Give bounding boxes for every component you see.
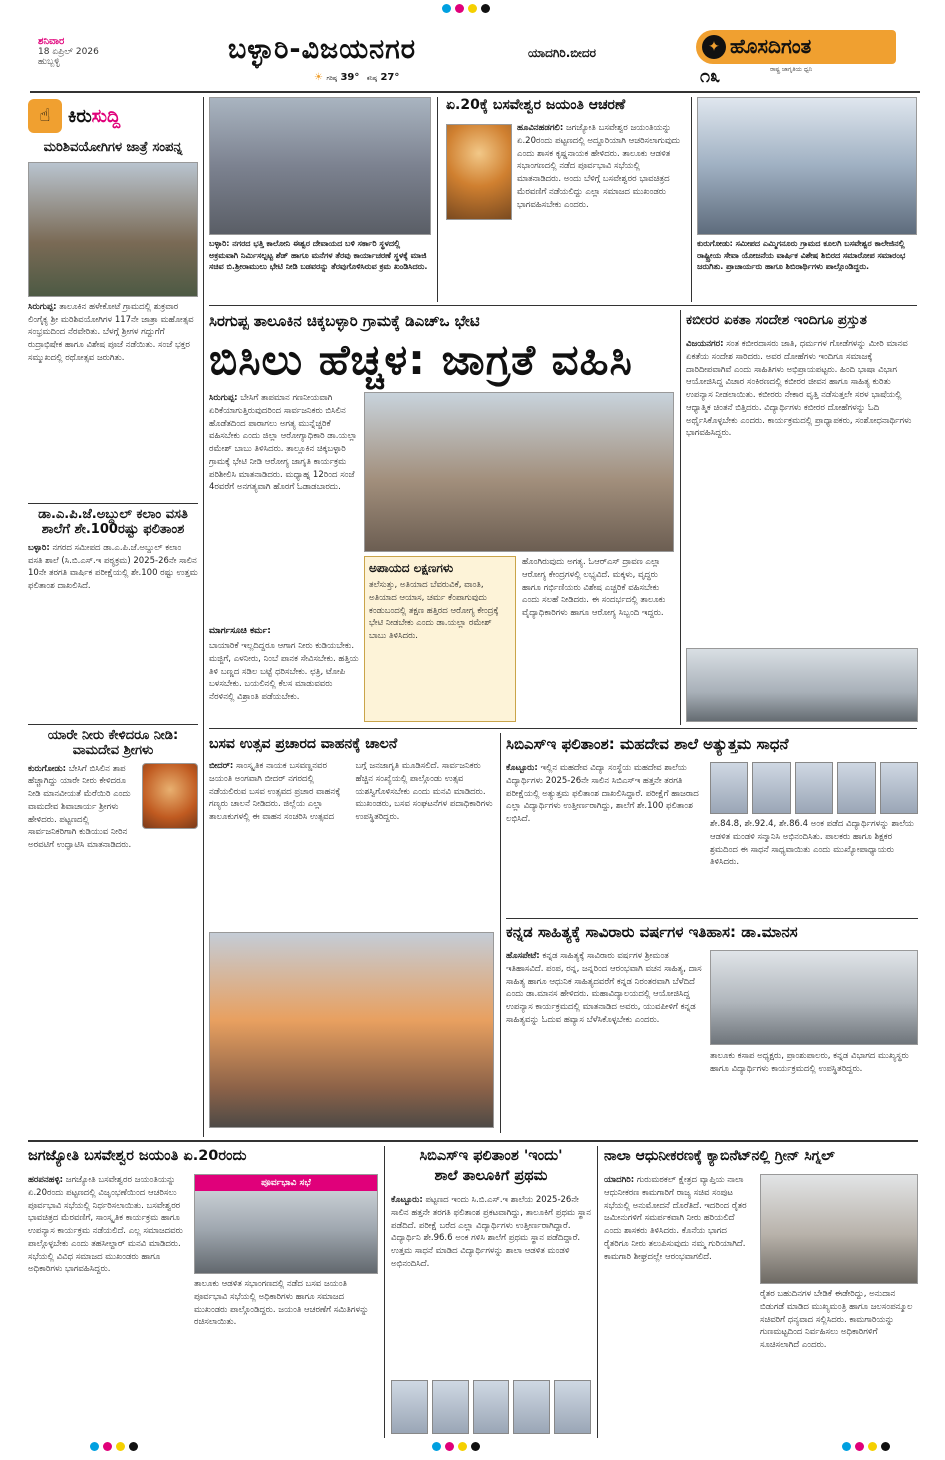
bottom-right-text: ಗುರುಮಠಕಲ್ ಕ್ಷೇತ್ರದ ವ್ಯಾಪ್ತಿಯ ನಾಲಾ ಆಧುನೀಕರಣ ಕಾಮಗಾರಿಗೆ ರಾಜ್ಯ ಸಚಿವ ಸಂಪುಟ ಸಭೆಯಲ್ಲಿ ಅನುಮೋದನೆ ದೊರೆತಿದೆ. ಇದರಿಂದ ರೈತರ ಜಮೀನುಗಳಿಗೆ ಸಮರ್ಪಕವಾಗಿ ನೀರು ಹರಿಯಲಿದೆ ಎಂದು ಶಾಸಕರು ತಿಳಿಸಿದರು. ಕೊನೆಯ ಭಾಗದ ರೈತರಿಗೂ ನೀರು ತಲುಪಿಸುವುದು ನಮ್ಮ ಗುರಿಯಾಗಿದೆ. ಕಾಮಗಾರಿ ಶೀಘ್ರದಲ್ಲೇ ಆರಂಭವಾಗಲಿದೆ. [604, 1175, 747, 1262]
col-rule-7 [597, 1146, 598, 1438]
header-subdistricts: ಯಾದಗಿರಿ.ಬೀದರ [528, 46, 596, 60]
basava-utsava-text: ಸಾಂಸ್ಕೃತಿಕ ನಾಯಕ ಬಸವಣ್ಣನವರ ಜಯಂತಿ ಅಂಗವಾಗಿ ಬೀದರ್ ನಗರದಲ್ಲಿ ನಡೆಯಲಿರುವ ಬಸವ ಉತ್ಸವದ ಪ್ರಚಾರ ವಾಹನಕ್ಕೆ ಗಣ್ಯರು ಚಾಲನೆ ನೀಡಿದರು. ಜಿಲ್ಲೆಯ ಎಲ್ಲಾ ತಾಲೂಕುಗಳಲ್ಲಿ ಈ ವಾಹನ ಸಂಚರಿಸಿ ಉತ್ಸವದ ಬಗ್ಗೆ ಜನಜಾಗೃತಿ ಮೂಡಿಸಲಿದೆ. ಸಾರ್ವಜನಿಕರು ಹೆಚ್ಚಿನ ಸಂಖ್ಯೆಯಲ್ಲಿ ಪಾಲ್ಗೊಂಡು ಉತ್ಸವ ಯಶಸ್ವಿಗೊಳಿಸಬೇಕು ಎಂದು ಮನವಿ ಮಾಡಿದರು. ಮುಖಂಡರು, ಬಸವ ಸಂಘಟನೆಗಳ ಪದಾಧಿಕಾರಿಗಳು ಉಪಸ್ಥಿತರಿದ್ದರು. [209, 761, 493, 822]
kirusuddi-3-text: ಬೇಸಿಗೆ ಬಿಸಿಲಿನ ತಾಪ ಹೆಚ್ಚಾಗಿದ್ದು ಯಾರೇ ನೀರು ಕೇಳಿದರೂ ನೀಡಿ ಮಾನವೀಯತೆ ಮೆರೆಯಿರಿ ಎಂದು ವಾಮದೇವ ಶಿವಾಚಾರ್ಯ ಶ್ರೀಗಳು ಹೇಳಿದರು. ಪಟ್ಟಣದಲ್ಲಿ ಸಾರ್ವಜನಿಕರಿಗಾಗಿ ಕುಡಿಯುವ ನೀರಿನ ಅರವಟಿಗೆ ಉದ್ಘಾಟಿಸಿ ಮಾತನಾಡಿದರು. [28, 763, 132, 851]
reg-mark-bottom-left [88, 1442, 140, 1451]
kirusuddi-part1: ಕಿರು [68, 105, 92, 127]
kirusuddi-label [28, 97, 198, 135]
kannada-sahitya-dateline: ಹೊಸಪೇಟೆ: [506, 951, 540, 961]
basaveshwara-headline: ಏ.20ಕ್ಕೆ ಬಸವೇಶ್ವರ ಜಯಂತಿ ಆಚರಣೆ [446, 97, 626, 113]
cbse-mahadeva-body [506, 762, 706, 912]
header-rule [30, 91, 920, 93]
brand-name: ಹೊಸದಿಗಂತ [730, 34, 812, 58]
basava-utsava-headline: ಬಸವ ಉತ್ಸವ ಪ್ರಚಾರದ ವಾಹನಕ್ಕೆ ಚಾಲನೆ [209, 736, 398, 752]
demolition-photo [209, 97, 431, 235]
cbse-mahadeva-body2: ಶೇ.84.8, ಶೇ.92.4, ಶೇ.86.4 ಅಂಕ ಪಡೆದ ವಿದ್ಯಾರ್ಥಿಗಳನ್ನು ಶಾಲೆಯ ಆಡಳಿತ ಮಂಡಳಿ ಸನ್ಮಾನಿಸಿ ಅಭಿನಂದಿಸಿತು. ಪಾಲಕರು ಹಾಗೂ ಶಿಕ್ಷಕರ ಶ್ರಮದಿಂದ ಈ ಸಾಧನೆ ಸಾಧ್ಯವಾಯಿತು ಎಂದು ಮುಖ್ಯೋಪಾಧ್ಯಾಯರು ತಿಳಿಸಿದರು. [710, 819, 914, 868]
header-date: 18 ಏಪ್ರಿಲ್ 2026 [38, 47, 99, 57]
kirusuddi-3-headline: ಯಾರೇ ನೀರು ಕೇಳಿದರೂ ನೀಡಿ: ವಾಮದೇವ ಶ್ರೀಗಳು [47, 727, 179, 758]
nss-camp-caption: ಕುರುಗೋಡು: ಸಮೀಪದ ಎಮ್ಮಿಗನೂರು ಗ್ರಾಮದ ಕೂಲಗಿ ಬಸವೇಶ್ವರ ಕಾಲೇಜಿನಲ್ಲಿ ರಾಷ್ಟ್ರೀಯ ಸೇವಾ ಯೋಜನೆಯ ವಾರ್ಷಿಕ ವಿಶೇಷ ಶಿಬಿರದ ಸಮಾರೋಪ ಸಮಾರಂಭ ಜರುಗಿತು. ಪ್ರಾಚಾರ್ಯರು ಹಾಗೂ ಶಿಬಿರಾರ್ಥಿಗಳು ಪಾಲ್ಗೊಂಡಿದ್ದರು. [697, 239, 906, 272]
kannada-sahitya-headline: ಕನ್ನಡ ಸಾಹಿತ್ಯಕ್ಕೆ ಸಾವಿರಾರು ವರ್ಷಗಳ ಇತಿಹಾಸ: ಡಾ.ಮಾನಸ [506, 923, 798, 941]
kabir-text: ಸಂತ ಕಬೀರದಾಸರು ಜಾತಿ, ಧರ್ಮಗಳ ಗೋಡೆಗಳನ್ನು ಮೀರಿ ಮಾನವ ಏಕತೆಯ ಸಂದೇಶ ಸಾರಿದರು. ಅವರ ದೋಹೆಗಳು ಇಂದಿಗೂ ಸಮಾಜಕ್ಕೆ ದಾರಿದೀಪವಾಗಿವೆ ಎಂದು ಸಾಹಿತಿಗಳು ಅಭಿಪ್ರಾಯಪಟ್ಟರು. ಹಿಂದಿ ಭಾಷಾ ವಿಭಾಗ ಆಯೋಜಿಸಿದ್ದ ವಿಚಾರ ಸಂಕಿರಣದಲ್ಲಿ ಕಬೀರರ ಜೀವನ ಹಾಗೂ ಸಾಹಿತ್ಯ ಕುರಿತು ಉಪನ್ಯಾಸ ನೀಡಲಾಯಿತು. ಕಬೀರರು ನೇಕಾರ ವೃತ್ತಿ ನಡೆಸುತ್ತಲೇ ಸರಳ ಭಾಷೆಯಲ್ಲಿ ಆಧ್ಯಾತ್ಮಿಕ ಚಿಂತನೆ ಬಿತ್ತಿದರು. ವಿದ್ಯಾರ್ಥಿಗಳು ಕಬೀರರ ದೋಹೆಗಳನ್ನು ಓದಿ ಅರ್ಥೈಸಿಕೊಳ್ಳಬೇಕು ಎಂದರು. ಕಾರ್ಯಕ್ರಮದಲ್ಲಿ ಪ್ರಾಧ್ಯಾಪಕರು, ಸಂಶೋಧನಾರ್ಥಿಗಳು ಭಾಗವಹಿಸಿದ್ದರು. [686, 339, 912, 439]
header-title: ಬಳ್ಳಾರಿ-ವಿಜಯನಗರ [228, 34, 417, 65]
kirusuddi-3-dateline: ಕುರುಗೋಡು: [28, 763, 67, 774]
lamp-icon: ✦ [702, 35, 726, 59]
row-rule-2 [209, 728, 917, 729]
demolition-caption: ಬಳ್ಳಾರಿ: ನಗರದ ಭತ್ತಿ ಕಾಲೋನಿ ಈಶ್ವರ ದೇವಾಯದ ಬಳಿ ಸರ್ಕಾರಿ ಸ್ಥಳದಲ್ಲಿ ಅಕ್ರಮವಾಗಿ ನಿರ್ಮಿಸಲ್ಪಟ್ಟ ಶೆಡ್ ಹಾಗೂ ಮನೆಗಳ ತೆರವು ಕಾರ್ಯಾಚರಣೆ ಸ್ಥಳಕ್ಕೆ ಮಾಜಿ ಸಚಿವ ಬಿ.ಶ್ರೀರಾಮುಲು ಭೇಟಿ ನೀಡಿ ಬಡವರನ್ನು ತೆರವುಗೊಳಿಸಿರುವ ಕ್ರಮ ಖಂಡಿಸಿದರು. [209, 239, 428, 272]
cbse-mahadeva-text: ಇಲ್ಲಿನ ಮಹದೇವ ವಿದ್ಯಾ ಸಂಸ್ಥೆಯ ಮಹದೇವ ಶಾಲೆಯ ವಿದ್ಯಾರ್ಥಿಗಳು 2025-26ನೇ ಸಾಲಿನ ಸಿಬಿಎಸ್‌ಇ ಹತ್ತನೇ ತರಗತಿ ಪರೀಕ್ಷೆಯಲ್ಲಿ ಅತ್ಯುತ್ತಮ ಫಲಿತಾಂಶ ದಾಖಲಿಸಿದ್ದಾರೆ. ಪರೀಕ್ಷೆಗೆ ಹಾಜರಾದ ಎಲ್ಲಾ ವಿದ್ಯಾರ್ಥಿಗಳು ಉತ್ತೀರ್ಣರಾಗಿದ್ದು, ಶಾಲೆಗೆ ಶೇ.100 ಫಲಿತಾಂಶ ಲಭಿಸಿದೆ. [506, 763, 699, 824]
kabir-headline: ಕಬೀರರ ಏಕತಾ ಸಂದೇಶ ಇಂದಿಗೂ ಪ್ರಸ್ತುತ [686, 312, 867, 328]
row-rule-3 [506, 918, 918, 919]
cbse-mahadeva-dateline: ಕೊಟ್ಟೂರು: [506, 763, 538, 773]
kirusuddi-part2: ಸುದ್ದಿ [91, 105, 121, 127]
main-headline: ಬಿಸಿಲು ಹೆಚ್ಚಳ: ಜಾಗ್ರತೆ ವಹಿಸಿ [209, 335, 633, 384]
col-rule-2 [437, 97, 438, 302]
kabir-dateline: ವಿಜಯನಗರ: [686, 339, 724, 349]
main-text: ಬೇಸಿಗೆ ತಾಪಮಾನ ಗಣನೀಯವಾಗಿ ಏರಿಕೆಯಾಗುತ್ತಿರುವುದರಿಂದ ಸಾರ್ವಜನಿಕರು ಬಿಸಿಲಿನ ಹೊಡೆತದಿಂದ ಪಾರಾಗಲು ಅಗತ್ಯ ಮುನ್ನೆಚ್ಚರಿಕೆ ವಹಿಸಬೇಕು ಎಂದು ಜಿಲ್ಲಾ ಆರೋಗ್ಯಾಧಿಕಾರಿ ಡಾ.ಯಲ್ಲಾ ರಮೇಶ್ ಬಾಬು ತಿಳಿಸಿದರು. ತಾಲ್ಲೂಕಿನ ಚಿಕ್ಕಬಳ್ಳಾರಿ ಗ್ರಾಮಕ್ಕೆ ಭೇಟಿ ನೀಡಿ ಆರೋಗ್ಯ ಜಾಗೃತಿ ಕಾರ್ಯಕ್ರಮ ಪರಿಶೀಲಿಸಿ ಮಾತನಾಡಿದರು. ಮಧ್ಯಾಹ್ನ 12ರಿಂದ ಸಂಜೆ 4ರವರೆಗೆ ಅನಗತ್ಯವಾಗಿ ಹೊರಗೆ ಓಡಾಡಬಾರದು. [209, 393, 358, 493]
basava-utsava-dateline: ಬೀದರ್: [209, 761, 234, 771]
header-date-block [38, 36, 148, 67]
cabinet-photo [760, 1174, 918, 1284]
kannada-sahitya-text: ಕನ್ನಡ ಸಾಹಿತ್ಯಕ್ಕೆ ಸಾವಿರಾರು ವರ್ಷಗಳ ಶ್ರೀಮಂತ ಇತಿಹಾಸವಿದೆ. ಪಂಪ, ರನ್ನ, ಜನ್ನರಿಂದ ಆರಂಭವಾಗಿ ವಚನ ಸಾಹಿತ್ಯ, ದಾಸ ಸಾಹಿತ್ಯ ಹಾಗೂ ಆಧುನಿಕ ಸಾಹಿತ್ಯದವರೆಗೆ ಕನ್ನಡ ನಿರಂತರವಾಗಿ ಬೆಳೆದಿದೆ ಎಂದು ಡಾ.ಮಾನಸ ಹೇಳಿದರು. ಮಹಾವಿದ್ಯಾಲಯದಲ್ಲಿ ಆಯೋಜಿಸಿದ್ದ ಉಪನ್ಯಾಸ ಕಾರ್ಯಕ್ರಮದಲ್ಲಿ ಮಾತನಾಡಿದ ಅವರು, ಯುವಪೀಳಿಗೆ ಕನ್ನಡ ಸಾಹಿತ್ಯವನ್ನು ಓದುವ ಹವ್ಯಾಸ ಬೆಳೆಸಿಕೊಳ್ಳಬೇಕು ಎಂದರು. [506, 951, 702, 1025]
kirusuddi-divider-2 [28, 724, 198, 725]
topper-photo [710, 762, 748, 814]
main-dateline: ಸಿರುಗುಪ್ಪ: [209, 393, 238, 403]
bottom-right-dateline: ಯಾದಗಿರಿ: [604, 1175, 635, 1185]
danger-box-title: ಅಪಾಯದ ಲಕ್ಷಣಗಳು [369, 561, 454, 575]
bottom-left-caption: ತಾಲೂಕು ಆಡಳಿತ ಸಭಾಂಗಣದಲ್ಲಿ ನಡೆದ ಬಸವ ಜಯಂತಿ ಪೂರ್ವಭಾವಿ ಸಭೆಯಲ್ಲಿ ಅಧಿಕಾರಿಗಳು ಹಾಗೂ ಸಮಾಜದ ಮುಖಂಡರು ಪಾಲ್ಗೊಂಡಿದ್ದರು. ಜಯಂತಿ ಆಚರಣೆಗೆ ಸಮಿತಿಗಳನ್ನು ರಚಿಸಲಾಯಿತು. [194, 1279, 369, 1328]
reg-mark-bottom-right [840, 1442, 892, 1451]
topper-photo [473, 1380, 510, 1434]
topper-photo [752, 762, 790, 814]
bottom-right-body2: ರೈತರ ಬಹುದಿನಗಳ ಬೇಡಿಕೆ ಈಡೇರಿದ್ದು, ಅನುದಾನ ಬಿಡುಗಡೆ ಮಾಡಿದ ಮುಖ್ಯಮಂತ್ರಿ ಹಾಗೂ ಜಲಸಂಪನ್ಮೂಲ ಸಚಿವರಿಗೆ ಧನ್ಯವಾದ ಸಲ್ಲಿಸಿದರು. ಕಾಮಗಾರಿಯನ್ನು ಗುಣಮಟ್ಟದಿಂದ ನಿರ್ವಹಿಸಲು ಅಧಿಕಾರಿಗಳಿಗೆ ಸೂಚಿಸಲಾಗಿದೆ ಎಂದರು. [760, 1289, 913, 1350]
basava-utsava-body [209, 760, 494, 928]
main-body-col1 [209, 392, 359, 622]
bottom-mid-body [391, 1194, 591, 1374]
kirusuddi-1-text: ತಾಲೂಕಿನ ಹಳೇಕೋಟೆ ಗ್ರಾಮದಲ್ಲಿ ಶುಕ್ರವಾರ ಲಿಂಗೈಕ್ಯ ಶ್ರೀ ಮರಿಶಿವಯೋಗಿಗಳ 117ನೇ ಜಾತ್ರಾ ಮಹೋತ್ಸವ ಸಂಭ್ರಮದಿಂದ ನೆರವೇರಿತು. ಬೆಳಗ್ಗೆ ಶ್ರೀಗಳ ಗದ್ದುಗೆಗೆ ರುದ್ರಾಭಿಷೇಕ ಹಾಗೂ ವಿಶೇಷ ಪೂಜೆ ನಡೆಯಿತು. ಸಂಜೆ ಭಕ್ತರ ಸಮ್ಮುಖದಲ್ಲಿ ರಥೋತ್ಸವ ಜರುಗಿತು. [28, 301, 194, 363]
dho-visit-photo [364, 392, 674, 552]
col-rule-5 [500, 733, 501, 1133]
temp-max-label: ಗರಿಷ್ಠ [326, 75, 337, 82]
bottom-left-body [28, 1174, 188, 1436]
row-rule-1 [209, 305, 917, 306]
nss-camp-photo [697, 97, 917, 235]
danger-box-body: ತಲೆಸುತ್ತು, ಅತಿಯಾದ ಬೆವರುವಿಕೆ, ವಾಂತಿ, ಅತಿಯಾದ ಆಯಾಸ, ಚರ್ಮ ಕೆಂಪಾಗುವುದು ಕಂಡುಬಂದಲ್ಲಿ ತಕ್ಷಣ ಹತ್ತಿರದ ಆರೋಗ್ಯ ಕೇಂದ್ರಕ್ಕೆ ಭೇಟಿ ನೀಡಬೇಕು ಎಂದು ಡಾ.ಯಲ್ಲಾ ರಮೇಶ್ ಬಾಬು ತಿಳಿಸಿದರು. [369, 580, 499, 641]
topper-photo [554, 1380, 591, 1434]
cbse-mahadeva-headline: ಸಿಬಿಎಸ್‌ಇ ಫಲಿತಾಂಶ: ಮಹದೇವ ಶಾಲೆ ಅತ್ಯುತ್ತಮ ಸಾಧನೆ [506, 735, 789, 753]
kirusuddi-1-body [28, 301, 198, 501]
kabir-seminar-photo [686, 648, 918, 722]
topper-photo [880, 762, 918, 814]
sahitya-lecture-photo [710, 950, 918, 1045]
danger-box [364, 556, 516, 722]
toppers-row [710, 762, 918, 814]
kirusuddi-2-body [28, 542, 198, 722]
kirusuddi-2-dateline: ಬಳ್ಳಾರಿ: [28, 542, 50, 553]
bottom-right-body [604, 1174, 754, 1436]
bottom-mid-headline-2: ಶಾಲೆ ತಾಲೂಕಿಗೆ ಪ್ರಥಮ [434, 1168, 548, 1184]
bottom-left-headline: ಜಗಜ್ಯೋತಿ ಬಸವೇಶ್ವರ ಜಯಂತಿ ಏ.20ರಂದು [28, 1148, 247, 1164]
topper-photo [837, 762, 875, 814]
temp-max: 39° [340, 72, 360, 83]
bottom-toppers-row [391, 1380, 591, 1434]
kabir-body [686, 338, 918, 638]
header-day: ಶನಿವಾರ [38, 36, 65, 47]
topper-photo [432, 1380, 469, 1434]
page-number: ೧೩ [700, 66, 721, 87]
kannada-sahitya-body2: ತಾಲೂಕು ಕಸಾಪ ಅಧ್ಯಕ್ಷರು, ಪ್ರಾಂಶುಪಾಲರು, ಕನ್ನಡ ವಿಭಾಗದ ಮುಖ್ಯಸ್ಥರು ಹಾಗೂ ವಿದ್ಯಾರ್ಥಿಗಳು ಕಾರ್ಯಕ್ರಮದಲ್ಲಿ ಉಪಸ್ಥಿತರಿದ್ದರು. [710, 1051, 909, 1074]
bottom-right-headline: ನಾಲಾ ಆಧುನೀಕರಣಕ್ಕೆ ಕ್ಯಾಬಿನೆಟ್‌ನಲ್ಲಿ ಗ್ರೀನ್ ಸಿಗ್ನಲ್ [604, 1148, 835, 1164]
col-rule-3 [691, 97, 692, 302]
bottom-left-text: ಜಗಜ್ಯೋತಿ ಬಸವೇಶ್ವರರ ಜಯಂತಿಯನ್ನು ಏ.20ರಂದು ಪಟ್ಟಣದಲ್ಲಿ ವಿಜೃಂಭಣೆಯಿಂದ ಆಚರಿಸಲು ಪೂರ್ವಭಾವಿ ಸಭೆಯಲ್ಲಿ ನಿರ್ಧರಿಸಲಾಯಿತು. ಬಸವೇಶ್ವರರ ಭಾವಚಿತ್ರದ ಮೆರವಣಿಗೆ, ಸಾಂಸ್ಕೃತಿಕ ಕಾರ್ಯಕ್ರಮ ಹಾಗೂ ಉಪನ್ಯಾಸ ಕಾರ್ಯಕ್ರಮ ನಡೆಯಲಿದೆ. ಎಲ್ಲ ಸಮಾಜದವರು ಪಾಲ್ಗೊಳ್ಳಬೇಕು ಎಂದು ತಹಸೀಲ್ದಾರ್ ಮನವಿ ಮಾಡಿದರು. ಸಭೆಯಲ್ಲಿ ವಿವಿಧ ಸಮಾಜದ ಮುಖಂಡರು ಹಾಗೂ ಅಧಿಕಾರಿಗಳು ಭಾಗವಹಿಸಿದ್ದರು. [28, 1175, 183, 1275]
main-body2: ಬಾಯಾರಿಕೆ ಇಲ್ಲದಿದ್ದರೂ ಆಗಾಗ ನೀರು ಕುಡಿಯಬೇಕು. ಮಜ್ಜಿಗೆ, ಎಳನೀರು, ನಿಂಬೆ ಪಾನಕ ಸೇವಿಸಬೇಕು. ಹತ್ತಿಯ ತಿಳಿ ಬಣ್ಣದ ಸಡಿಲ ಬಟ್ಟೆ ಧರಿಸಬೇಕು. ಛತ್ರಿ, ಟೋಪಿ ಬಳಸಬೇಕು. ಬಯಲಿನಲ್ಲಿ ಕೆಲಸ ಮಾಡುವವರು ನೆರಳಿನಲ್ಲಿ ವಿಶ್ರಾಂತಿ ಪಡೆಯಬೇಕು. [209, 641, 359, 702]
col-rule-6 [384, 1146, 385, 1438]
row-rule-4 [28, 1140, 918, 1142]
bottom-left-dateline: ಹರಪನಹಳ್ಳಿ: [28, 1175, 64, 1185]
temp-min-label: ಕನಿಷ್ಠ [366, 75, 377, 82]
kirusuddi-1-dateline: ಸಿರುಗುಪ್ಪ: [28, 301, 57, 312]
reg-mark-bottom-center [430, 1442, 482, 1451]
topper-photo [795, 762, 833, 814]
bottom-mid-headline-1: ಸಿಬಿಎಸ್‌ಇ ಫಲಿತಾಂಶ 'ಇಂದು' [419, 1148, 563, 1164]
main-kicker: ಸಿರಗುಪ್ಪ ತಾಲೂಕಿನ ಚಿಕ್ಕಬಳ್ಳಾರಿ ಗ್ರಾಮಕ್ಕೆ ಡಿಎಚ್ಒ ಭೇಟಿ [209, 312, 480, 330]
topper-photo [391, 1380, 428, 1434]
kirusuddi-1-headline: ಮರಿಶಿವಯೋಗಿಗಳ ಜಾತ್ರೆ ಸಂಪನ್ನ [43, 140, 183, 155]
campaign-vehicle-photo [209, 932, 494, 1128]
weather [314, 72, 399, 83]
kirusuddi-3-body [28, 763, 138, 1063]
kirusuddi-2-text: ನಗರದ ಸಮೀಪದ ಡಾ.ಎ.ಪಿ.ಜೆ.ಅಬ್ದುಲ್ ಕಲಾಂ ವಸತಿ ಶಾಲೆ (ಸಿ.ಬಿ.ಎಸ್.ಇ ಪಠ್ಯಕ್ರಮ) 2025-26ನೇ ಸಾಲಿನ 10ನೇ ತರಗತಿ ವಾರ್ಷಿಕ ಪರೀಕ್ಷೆಯಲ್ಲಿ ಶೇ.100 ರಷ್ಟು ಉತ್ತಮ ಫಲಿತಾಂಶ ದಾಖಲಿಸಿದೆ. [28, 542, 198, 592]
kirusuddi-column [28, 97, 198, 1137]
basaveshwara-text: ಜಗಜ್ಯೋತಿ ಬಸವೇಶ್ವರ ಜಯಂತಿಯನ್ನು ಏ.20ರಂದು ಪಟ್ಟಣದಲ್ಲಿ ಅದ್ದೂರಿಯಾಗಿ ಆಚರಿಸಲಾಗುವುದು ಎಂದು ಶಾಸಕ ಕೃಷ್ಣನಾಯಕ ಹೇಳಿದರು. ತಾಲೂಕು ಆಡಳಿತ ಸಭಾಂಗಣದಲ್ಲಿ ನಡೆದ ಪೂರ್ವಭಾವಿ ಸಭೆಯಲ್ಲಿ ಮಾತನಾಡಿದರು. ಅಂದು ಬೆಳಿಗ್ಗೆ ಬಸವೇಶ್ವರರ ಭಾವಚಿತ್ರದ ಮೆರವಣಿಗೆ ನಡೆಯಲಿದ್ದು ಎಲ್ಲಾ ಸಮಾಜದ ಮುಖಂಡರು ಭಾಗವಹಿಸಬೇಕು ಎಂದರು. [517, 123, 680, 210]
bottom-mid-text: ಪಟ್ಟಣದ ಇಂದು ಸಿ.ಬಿ.ಎಸ್.ಇ ಶಾಲೆಯ 2025-26ನೇ ಸಾಲಿನ ಹತ್ತನೇ ತರಗತಿ ಫಲಿತಾಂಶ ಪ್ರಕಟವಾಗಿದ್ದು, ತಾಲೂಕಿಗೆ ಪ್ರಥಮ ಸ್ಥಾನ ಪಡೆದಿದೆ. ಪರೀಕ್ಷೆ ಬರೆದ ಎಲ್ಲಾ ವಿದ್ಯಾರ್ಥಿಗಳು ಉತ್ತೀರ್ಣರಾಗಿದ್ದಾರೆ. ವಿದ್ಯಾರ್ಥಿನಿ ಶೇ.96.6 ಅಂಕ ಗಳಿಸಿ ಶಾಲೆಗೆ ಪ್ರಥಮ ಸ್ಥಾನ ಪಡೆದಿದ್ದಾರೆ. ಉತ್ತಮ ಸಾಧನೆ ಮಾಡಿದ ವಿದ್ಯಾರ್ಥಿಗಳನ್ನು ಶಾಲಾ ಆಡಳಿತ ಮಂಡಳಿ ಅಭಿನಂದಿಸಿದೆ. [391, 1195, 591, 1269]
chariot-photo [28, 162, 198, 297]
masthead [0, 0, 945, 92]
main-subhead: ಮಾರ್ಗಸೂಚಿ ಕರ್ಮ: [209, 626, 271, 636]
brand-tagline: ರಾಷ್ಟ್ರ ಜಾಗೃತಿಯ ಧ್ವನಿ [770, 66, 813, 73]
temp-min: 27° [380, 72, 400, 83]
basaveshwara-portrait [446, 124, 512, 220]
meeting-banner: ಪೂರ್ವಭಾವಿ ಸಭೆ [195, 1175, 377, 1191]
basaveshwara-body [517, 122, 685, 300]
meeting-photo [194, 1174, 378, 1274]
brand-logo [696, 30, 896, 64]
reg-mark-top [440, 4, 492, 13]
main-body3: ಹೊಂಗಿರುವುದು ಅಗತ್ಯ. ಓಆರ್‌ಎಸ್ ದ್ರಾವಣ ಎಲ್ಲಾ ಆರೋಗ್ಯ ಕೇಂದ್ರಗಳಲ್ಲಿ ಲಭ್ಯವಿದೆ. ಮಕ್ಕಳು, ವೃದ್ಧರು ಹಾಗೂ ಗರ್ಭಿಣಿಯರು ವಿಶೇಷ ಎಚ್ಚರಿಕೆ ವಹಿಸಬೇಕು ಎಂದು ಸಲಹೆ ನೀಡಿದರು. ಈ ಸಂದರ್ಭದಲ್ಲಿ ತಾಲೂಕು ವೈದ್ಯಾಧಿಕಾರಿಗಳು ಹಾಗೂ ಆರೋಗ್ಯ ಸಿಬ್ಬಂದಿ ಇದ್ದರು. [522, 557, 666, 618]
kirusuddi-2-headline: ಡಾ.ಎ.ಪಿ.ಜೆ.ಅಬ್ದುಲ್ ಕಲಾಂ ವಸತಿ ಶಾಲೆಗೆ ಶೇ.100ರಷ್ಟು ಫಲಿತಾಂಶ [38, 506, 188, 537]
kannada-sahitya-body [506, 950, 706, 1130]
bottom-mid-dateline: ಕೊಟ್ಟೂರು: [391, 1195, 423, 1205]
hand-icon: ☝ [28, 99, 62, 133]
topper-photo [513, 1380, 550, 1434]
basaveshwara-dateline: ಹೂವಿನಹಡಗಲಿ: [517, 123, 564, 133]
col-rule-4 [680, 310, 681, 725]
kirusuddi-divider-1 [28, 503, 198, 504]
sun-icon: ☀ [314, 72, 323, 83]
header-city: ಹುಬ್ಬಳ್ಳಿ [38, 57, 60, 67]
swamiji-photo [142, 763, 198, 829]
col-rule-1 [203, 97, 204, 1137]
